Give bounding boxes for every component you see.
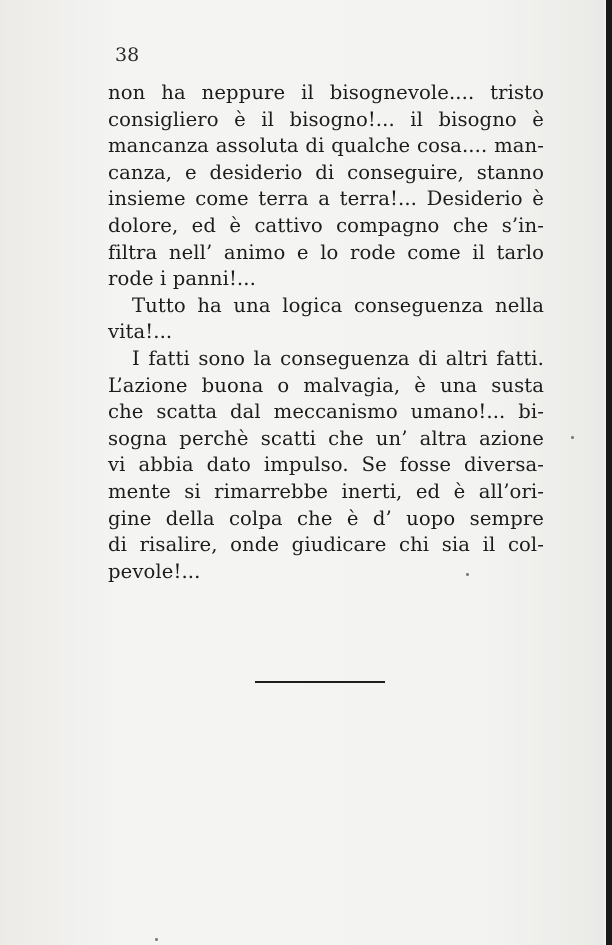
body-text [108,80,544,585]
text-line: consigliero è il bisogno!... il bisogno è [108,107,544,131]
text-line: canza, e desiderio di conseguire, stanno [108,160,544,184]
paper-speck [571,436,574,439]
text-line: vita!... [108,320,173,344]
text-line: che scatta dal meccanismo umano!... bi- [108,400,544,424]
text-line: gine della colpa che è d’ uopo sempre [108,506,544,530]
book-spine-edge [606,0,612,945]
text-line: pevole!... [108,559,201,583]
text-line: non ha neppure il bisognevole.... tristo [108,81,544,104]
text-line: filtra nell’ animo e lo rode come il tarlo [108,240,544,264]
text-line: dolore, ed è cattivo compagno che s’in- [108,213,544,237]
text-line: vi abbia dato impulso. Se fosse diversa- [108,453,544,477]
page-number: 38 [115,44,140,66]
paper-speck [466,573,469,576]
text-line: Tutto ha una logica conseguenza nella [132,293,544,317]
text-line: mancanza assoluta di qualche cosa.... man- [108,134,544,158]
text-line: di risalire, onde giudicare chi sia il col- [108,533,544,557]
text-line: I fatti sono la conseguenza di altri fatti. [132,346,544,370]
text-line: sogna perchè scatti che un’ altra azione [108,426,544,450]
text-line: mente si rimarrebbe inerti, ed è all’ori- [108,479,544,503]
section-end-rule [255,681,385,683]
text-line: rode i panni!... [108,267,256,291]
paper-speck [155,938,158,941]
text-line: insieme come terra a terra!... Desiderio è [108,187,544,211]
text-line: L’azione buona o malvagia, è una susta [108,373,544,397]
